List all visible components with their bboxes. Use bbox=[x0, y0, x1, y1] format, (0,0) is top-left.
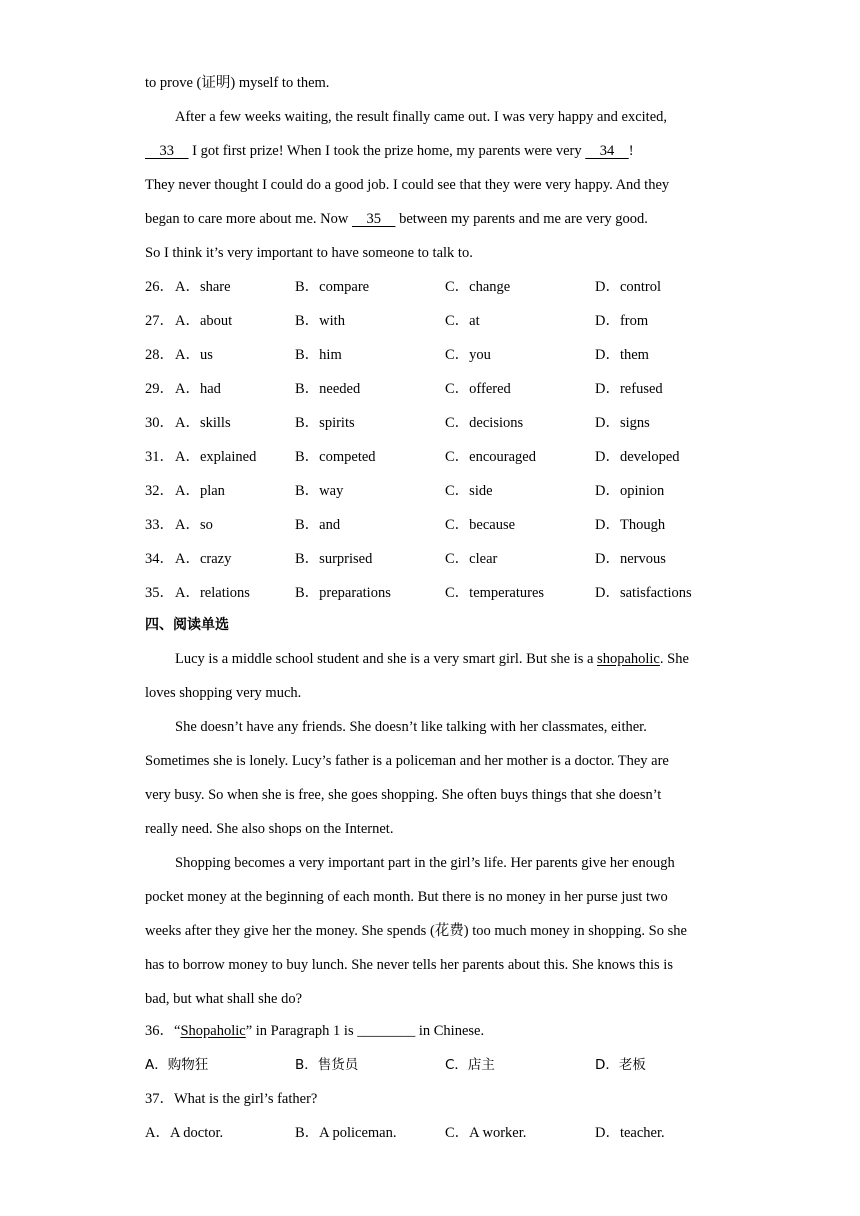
option-a[interactable]: A．explained bbox=[175, 449, 257, 465]
option-a[interactable]: A．crazy bbox=[175, 551, 232, 567]
blank-33: 33 bbox=[145, 143, 189, 159]
reading-line: really need. She also shops on the Internet. bbox=[145, 821, 394, 837]
reading-line: Shopping becomes a very important part in the girl’s life. Her parents give her enough bbox=[175, 855, 675, 871]
reading-line: very busy. So when she is free, she goes shopping. She often buys things that she doesn’t bbox=[145, 787, 662, 803]
option-d[interactable]: D．from bbox=[595, 313, 649, 329]
option-a[interactable]: A．us bbox=[175, 347, 213, 363]
question-text: “ bbox=[174, 1023, 181, 1039]
option-b[interactable]: B．preparations bbox=[295, 585, 391, 601]
option-c[interactable]: C．because bbox=[445, 517, 516, 533]
option-c[interactable]: C．you bbox=[445, 347, 491, 363]
passage-line: So I think it’s very important to have someone to talk to. bbox=[145, 245, 473, 261]
option-b[interactable]: B．surprised bbox=[295, 551, 373, 567]
question-number: 35． bbox=[145, 585, 174, 601]
underlined-word: shopaholic bbox=[597, 651, 660, 667]
option-b[interactable]: B．and bbox=[295, 517, 341, 533]
question-36 bbox=[145, 1021, 484, 1041]
option-c[interactable]: C．side bbox=[445, 483, 493, 499]
reading-line: has to borrow money to buy lunch. She never tells her parents about this. She knows this is bbox=[145, 957, 673, 973]
option-c[interactable]: C．clear bbox=[445, 551, 498, 567]
passage-text: began to care more about me. Now bbox=[145, 211, 352, 227]
question-number: 30． bbox=[145, 415, 174, 431]
reading-line: loves shopping very much. bbox=[145, 685, 302, 701]
option-b[interactable]: B．him bbox=[295, 347, 342, 363]
option-d[interactable]: D．老板 bbox=[595, 1057, 646, 1073]
option-b[interactable]: B．needed bbox=[295, 381, 361, 397]
passage-line bbox=[145, 141, 634, 161]
option-d[interactable]: D．signs bbox=[595, 415, 650, 431]
question-text: in Chinese. bbox=[415, 1023, 485, 1039]
answer-blank: ________ bbox=[357, 1023, 416, 1039]
option-c[interactable]: C．offered bbox=[445, 381, 511, 397]
option-c[interactable]: C．temperatures bbox=[445, 585, 545, 601]
section-title: 四、阅读单选 bbox=[145, 617, 229, 633]
option-b[interactable]: B．compare bbox=[295, 279, 370, 295]
question-number: 31． bbox=[145, 449, 174, 465]
option-a[interactable]: A．share bbox=[175, 279, 231, 295]
option-b[interactable]: B．A policeman. bbox=[295, 1125, 397, 1141]
option-a[interactable]: A．relations bbox=[175, 585, 250, 601]
underlined-word: Shopaholic bbox=[180, 1023, 246, 1039]
passage-line: to prove (证明) myself to them. bbox=[145, 75, 330, 91]
question-number: 36． bbox=[145, 1023, 174, 1039]
question-number: 27． bbox=[145, 313, 174, 329]
reading-line: bad, but what shall she do? bbox=[145, 991, 303, 1007]
option-d[interactable]: D．satisfactions bbox=[595, 585, 692, 601]
reading-line: Sometimes she is lonely. Lucy’s father is a policeman and her mother is a doctor. They are bbox=[145, 753, 669, 769]
option-d[interactable]: D．Though bbox=[595, 517, 666, 533]
option-d[interactable]: D．nervous bbox=[595, 551, 666, 567]
passage-text: I got first prize! When I took the prize home, my parents were very bbox=[188, 143, 586, 159]
option-a[interactable]: A．had bbox=[175, 381, 221, 397]
passage-text: between my parents and me are very good. bbox=[395, 211, 648, 227]
reading-text: . She bbox=[659, 651, 689, 667]
passage-line: They never thought I could do a good job. I could see that they were very happy. And they bbox=[145, 177, 670, 193]
option-a[interactable]: A．skills bbox=[175, 415, 231, 431]
reading-line: weeks after they give her the money. She spends (花费) too much money in shopping. So she bbox=[145, 923, 687, 939]
reading-text: Lucy is a middle school student and she is a very smart girl. But she is a bbox=[175, 651, 598, 667]
passage-line: After a few weeks waiting, the result finally came out. I was very happy and excited, bbox=[175, 109, 668, 125]
option-c[interactable]: C．at bbox=[445, 313, 480, 329]
question-number: 29． bbox=[145, 381, 174, 397]
option-d[interactable]: D．them bbox=[595, 347, 649, 363]
question-number: 28． bbox=[145, 347, 174, 363]
option-b[interactable]: B．售货员 bbox=[295, 1057, 359, 1073]
question-37: 37．What is the girl’s father? bbox=[145, 1091, 318, 1107]
passage-text: ! bbox=[628, 143, 634, 159]
option-d[interactable]: D．teacher. bbox=[595, 1125, 665, 1141]
option-d[interactable]: D．refused bbox=[595, 381, 663, 397]
question-number: 26． bbox=[145, 279, 174, 295]
option-b[interactable]: B．competed bbox=[295, 449, 376, 465]
option-d[interactable]: D．developed bbox=[595, 449, 680, 465]
passage-line bbox=[145, 209, 648, 229]
option-a[interactable]: A．plan bbox=[175, 483, 225, 499]
blank-34: 34 bbox=[585, 143, 629, 159]
option-c[interactable]: C．change bbox=[445, 279, 511, 295]
question-number: 34． bbox=[145, 551, 174, 567]
blank-35: 35 bbox=[351, 211, 396, 227]
reading-line: She doesn’t have any friends. She doesn’t like talking with her classmates, either. bbox=[175, 719, 647, 735]
option-a[interactable]: A．about bbox=[175, 313, 233, 329]
option-c[interactable]: C．encouraged bbox=[445, 449, 536, 465]
option-b[interactable]: B．spirits bbox=[295, 415, 355, 431]
option-a[interactable]: A．A doctor. bbox=[145, 1125, 224, 1141]
option-d[interactable]: D．opinion bbox=[595, 483, 665, 499]
option-c[interactable]: C．A worker. bbox=[445, 1125, 527, 1141]
question-number: 32． bbox=[145, 483, 174, 499]
question-text: ” in Paragraph 1 is bbox=[245, 1023, 358, 1039]
question-number: 33． bbox=[145, 517, 174, 533]
option-b[interactable]: B．with bbox=[295, 313, 345, 329]
option-a[interactable]: A．so bbox=[175, 517, 213, 533]
option-d[interactable]: D．control bbox=[595, 279, 662, 295]
option-b[interactable]: B．way bbox=[295, 483, 344, 499]
option-a[interactable]: A．购物狂 bbox=[145, 1057, 209, 1073]
option-c[interactable]: C．店主 bbox=[445, 1057, 495, 1073]
option-c[interactable]: C．decisions bbox=[445, 415, 524, 431]
reading-line: pocket money at the beginning of each month. But there is no money in her purse just two bbox=[145, 889, 668, 905]
reading-line bbox=[175, 649, 689, 669]
